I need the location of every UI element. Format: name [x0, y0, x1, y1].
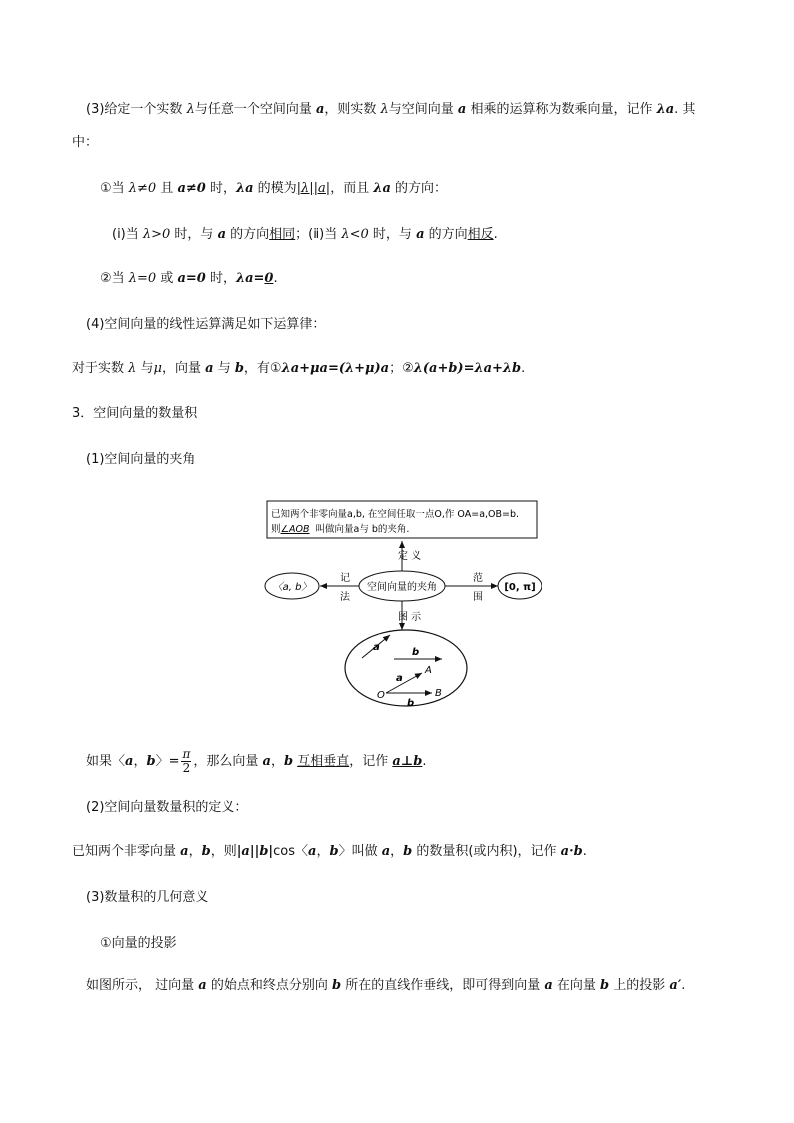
- vector-a-label: a: [396, 673, 403, 684]
- paragraph-continuation: 中：: [72, 135, 99, 150]
- text: 的数量积(或内积)，记作: [412, 844, 561, 859]
- text: .: [493, 227, 498, 242]
- definition-line-2: [271, 523, 409, 535]
- text: 在向量: [552, 978, 601, 993]
- condition: λ≠0: [128, 181, 157, 196]
- text: ，而且: [330, 181, 374, 196]
- answer-zero-vector: 0: [264, 271, 274, 286]
- formula: λ(a+b)=λa+λb: [413, 361, 522, 376]
- vector-b: b: [234, 361, 244, 376]
- text: .: [521, 361, 526, 376]
- formula: λa+μa=(λ+μ)a: [281, 361, 390, 376]
- text: .: [681, 978, 686, 993]
- text: 〉=: [155, 754, 180, 769]
- definition-line-1: 已知两个非零向量a,b, 在空间任取一点O,作 OA=a,OB=b.: [271, 509, 520, 520]
- vector-b-label: b: [412, 647, 420, 658]
- text: (ⅰ)当: [112, 227, 143, 242]
- paragraph-linear-laws: (4)空间向量的线性运算满足如下运算律：: [86, 317, 326, 332]
- fraction-numerator: π: [182, 747, 191, 761]
- text: 的方向: [226, 227, 270, 242]
- text: 对于实数: [72, 361, 129, 376]
- text: 与: [136, 361, 154, 376]
- text: ，: [270, 754, 284, 769]
- text: 相乘的运算称为数乘向量，记作: [466, 102, 657, 117]
- text: 时，与: [170, 227, 218, 242]
- range-answer: [0, π]: [504, 582, 536, 593]
- subsection-heading: (1)空间向量的夹角: [86, 452, 196, 467]
- vector-a: a: [315, 102, 325, 117]
- vector-a: a: [416, 227, 425, 242]
- paragraph-distributive-laws: [72, 360, 525, 378]
- condition: a=0: [177, 271, 206, 286]
- text: 的始点和终点分别向: [206, 978, 332, 993]
- vector-a: a: [205, 361, 214, 376]
- text: (3)给定一个实数: [86, 102, 187, 117]
- text: ，记作: [349, 754, 393, 769]
- lambda-symbol: λ: [128, 361, 137, 376]
- notation-label: 记: [340, 573, 350, 584]
- notation-answer: 〈a, b〉: [272, 582, 312, 593]
- vector-b-label: b: [407, 698, 415, 709]
- point-B-label: B: [435, 688, 442, 699]
- paragraph-perpendicular: [86, 748, 426, 775]
- angle-answer: ∠AOB: [280, 524, 310, 535]
- vector-b: b: [600, 978, 610, 993]
- text: ，: [133, 754, 147, 769]
- fraction-pi-over-2: [181, 748, 191, 775]
- answer-opposite: 相反: [467, 227, 494, 242]
- text: 与任意一个空间向量: [194, 102, 316, 117]
- vector-a: a: [180, 844, 189, 859]
- vector-a: a: [381, 844, 391, 859]
- text: ；(ⅱ)当: [295, 227, 342, 242]
- section-heading: 3．空间向量的数量积: [72, 406, 198, 421]
- text: 上的投影: [609, 978, 670, 993]
- text: 且: [156, 181, 178, 196]
- item-projection: ①向量的投影: [100, 936, 177, 951]
- text: ，则实数: [324, 102, 381, 117]
- text: 的方向：: [390, 181, 448, 196]
- answer-same: 相同: [269, 227, 296, 242]
- item-direction-cases: [112, 226, 498, 244]
- definition-label: 定 义: [398, 551, 422, 562]
- lambda-a: λa=: [235, 271, 265, 286]
- text: 所在的直线作垂线，即可得到向量: [341, 978, 545, 993]
- vector-a: a: [125, 754, 134, 769]
- text: 〉叫做: [338, 844, 382, 859]
- item-lambda-nonzero: [100, 180, 447, 198]
- modulus-product: |a||b|: [236, 844, 274, 859]
- text: 与空间向量: [388, 102, 458, 117]
- text: ；②: [389, 361, 414, 376]
- vector-b: b: [146, 754, 156, 769]
- text: 与: [213, 361, 235, 376]
- text: ，那么向量: [193, 754, 263, 769]
- text: .: [422, 754, 427, 769]
- vector-b: b: [403, 844, 413, 859]
- vector-b: b: [283, 754, 294, 769]
- vector-b: b: [201, 844, 211, 859]
- text: 叫做向量a与 b的夹角.: [315, 524, 410, 535]
- subsection-heading: (2)空间向量数量积的定义：: [86, 800, 248, 815]
- condition: a≠0: [177, 181, 206, 196]
- lambda-a: λa: [235, 181, 254, 196]
- perpendicular-notation: a⊥b: [392, 754, 423, 769]
- lambda-a: λa: [656, 102, 675, 117]
- item-lambda-zero: [100, 270, 278, 288]
- range-label: 范: [473, 573, 483, 584]
- text: ②当: [100, 271, 129, 286]
- paragraph-scalar-multiplication: [86, 101, 695, 119]
- text: ，: [316, 844, 330, 859]
- lambda-a: λa: [373, 181, 391, 196]
- vector-a: a: [544, 978, 553, 993]
- range-label: 围: [473, 592, 483, 603]
- text: ，则: [210, 844, 237, 859]
- text: 的模为: [253, 181, 297, 196]
- text: ，向量: [161, 361, 206, 376]
- condition: λ>0: [142, 227, 171, 242]
- text: ，有①: [243, 361, 282, 376]
- vector-a: a: [217, 227, 226, 242]
- text: 已知两个非零向量: [72, 844, 181, 859]
- mu-symbol: μ: [153, 361, 162, 376]
- text: cos〈: [273, 844, 309, 859]
- subsection-heading: (3)数量积的几何意义: [86, 890, 209, 905]
- point-A-label: A: [425, 665, 432, 676]
- text: ，: [390, 844, 404, 859]
- figure-label: 图 示: [398, 612, 422, 623]
- text: 时，: [205, 271, 236, 286]
- text: .: [582, 844, 587, 859]
- text: .: [273, 271, 278, 286]
- dot-product-notation: a·b: [560, 844, 583, 859]
- text: . 其: [674, 102, 696, 117]
- vector-b: b: [329, 844, 339, 859]
- text: 如图所示， 过向量: [86, 978, 199, 993]
- notation-label: 法: [340, 592, 350, 603]
- text: 或: [156, 271, 178, 286]
- vector-a: a: [262, 754, 271, 769]
- center-label: 空间向量的夹角: [367, 582, 437, 593]
- vector-a: a: [457, 102, 467, 117]
- vector-a: a: [198, 978, 207, 993]
- condition: λ<0: [341, 227, 369, 242]
- answer-perpendicular: 互相垂直: [297, 754, 350, 769]
- vector-a: a: [308, 844, 317, 859]
- modulus-answer: |λ||a|: [296, 181, 331, 196]
- paragraph-projection-description: [86, 977, 685, 995]
- vector-b: b: [331, 978, 342, 993]
- text: ①当: [100, 181, 129, 196]
- text: ，: [188, 844, 202, 859]
- condition: λ=0: [128, 271, 157, 286]
- lambda-symbol: λ: [186, 102, 195, 117]
- paragraph-dot-product-definition: [72, 843, 587, 861]
- projection-vector: a′: [669, 978, 682, 993]
- text: 如果〈: [86, 754, 126, 769]
- text: 时，与: [368, 227, 417, 242]
- text: 时，: [205, 181, 236, 196]
- text: 则: [271, 524, 281, 535]
- point-O-label: O: [377, 690, 385, 701]
- figure-ellipse: [345, 630, 467, 706]
- vector-a-label: a: [373, 642, 380, 653]
- text: 的方向: [424, 227, 468, 242]
- fraction-denominator: 2: [182, 761, 191, 775]
- angle-concept-diagram: [262, 500, 542, 710]
- lambda-symbol: λ: [380, 102, 389, 117]
